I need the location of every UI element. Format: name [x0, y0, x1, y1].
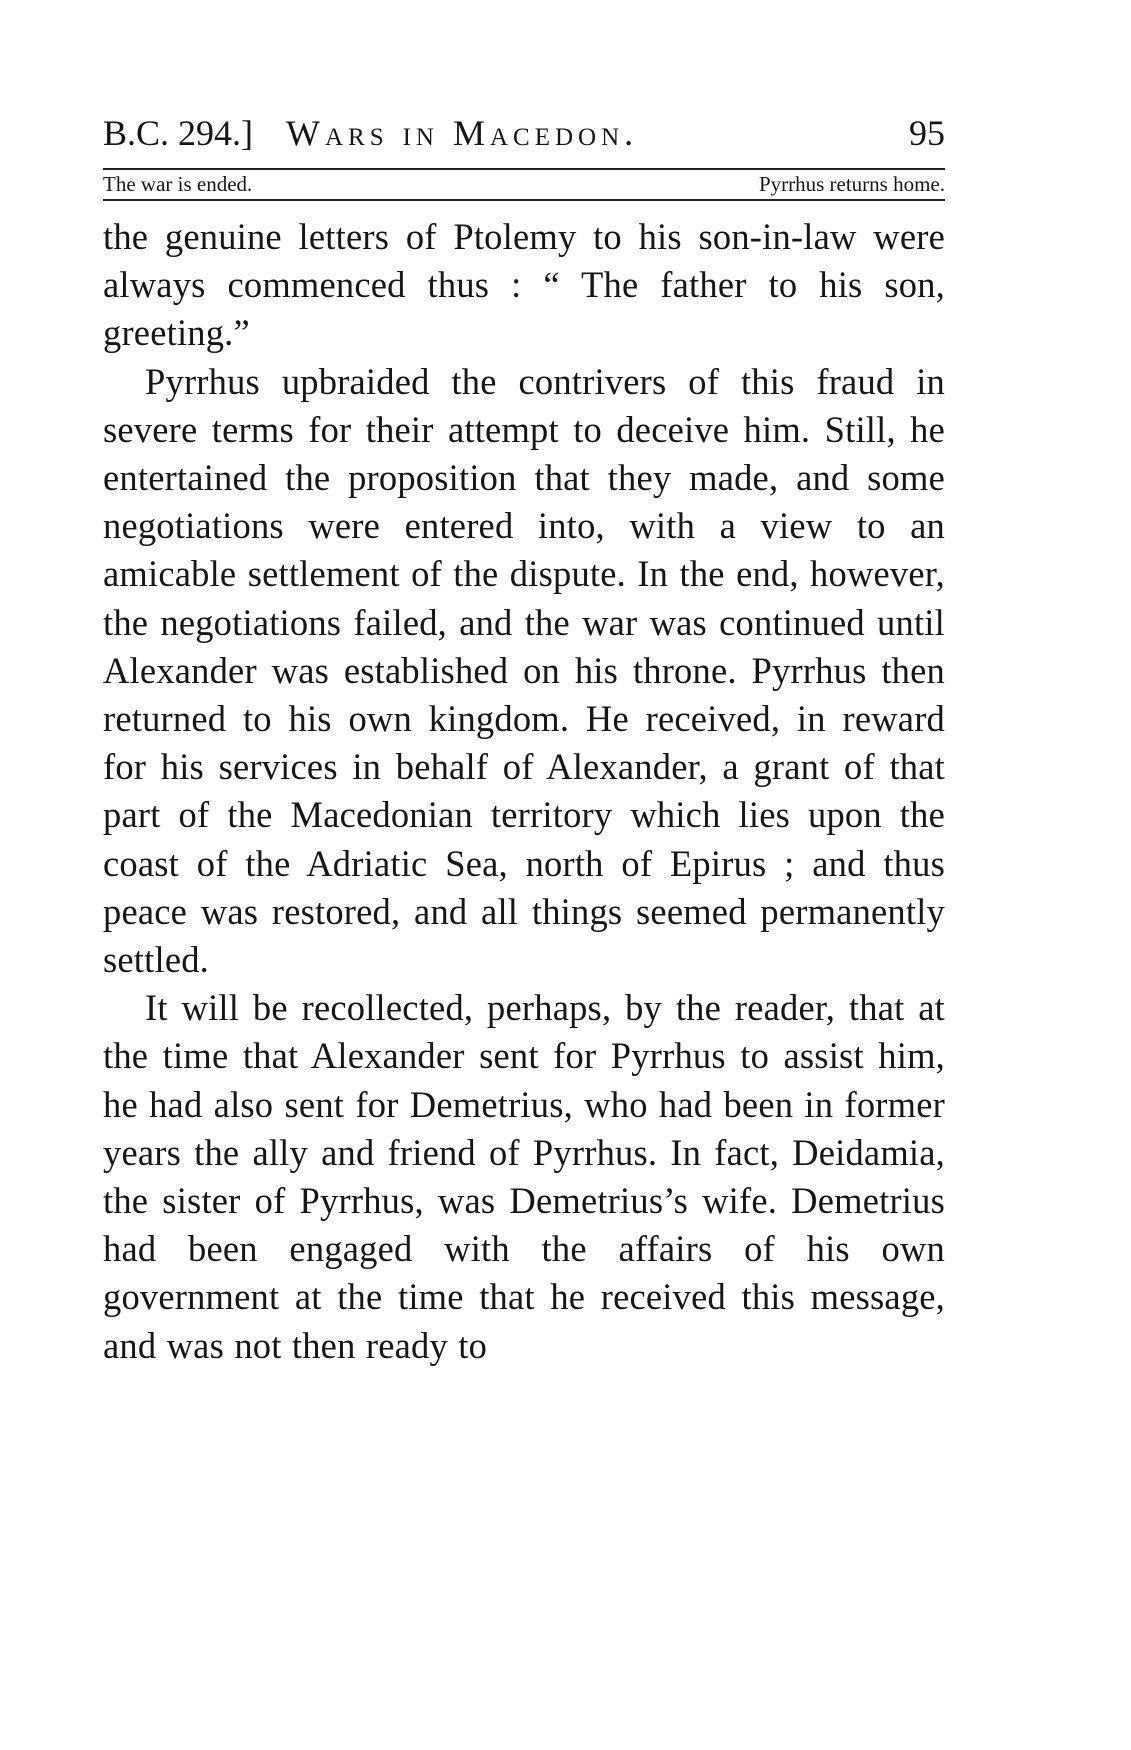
running-head	[103, 108, 945, 158]
page-number: 95	[909, 113, 945, 153]
header-title: Wars in Macedon.	[286, 113, 639, 153]
side-note-right: Pyrrhus returns home.	[758, 172, 945, 196]
paragraph: Pyrrhus upbraided the contrivers of this fraud in severe terms for their attempt to deceive him. Still, he entertained the proposition that they made, and some negotiations were entered into, with a view to an amicable settlement of the dispute. In the end, however, the negotiations failed, and the war was continued until Alexander was established on his throne. Pyrrhus then returned to his own kingdom. He received, in reward for his services in behalf of Alexander, a grant of that part of the Macedonian territory which lies upon the coast of the Adriatic Sea, north of Epirus ; and thus peace was restored, and all things seemed permanently settled.	[103, 360, 945, 981]
paragraph: the genuine letters of Ptolemy to his son-in-law were always commenced thus : “ The father to his son, greeting.”	[103, 216, 945, 354]
side-notes	[103, 170, 945, 199]
body-text	[103, 213, 945, 1370]
paragraph: It will be recollected, perhaps, by the reader, that at the time that Alexander sent for Pyrrhus to assist him, he had also sent for Demetrius, who had been in former years the ally and friend of Pyrrhus. In fact, Deidamia, the sister of Pyrrhus, was Demetrius’s wife. Demetrius had been engaged with the affairs of his own government at the time that he received this message, and was not then ready to	[103, 987, 945, 1366]
header-date: B.C. 294.]	[103, 113, 254, 153]
book-page	[103, 108, 945, 1370]
side-note-left: The war is ended.	[103, 172, 253, 196]
side-notes-rule	[103, 199, 945, 201]
